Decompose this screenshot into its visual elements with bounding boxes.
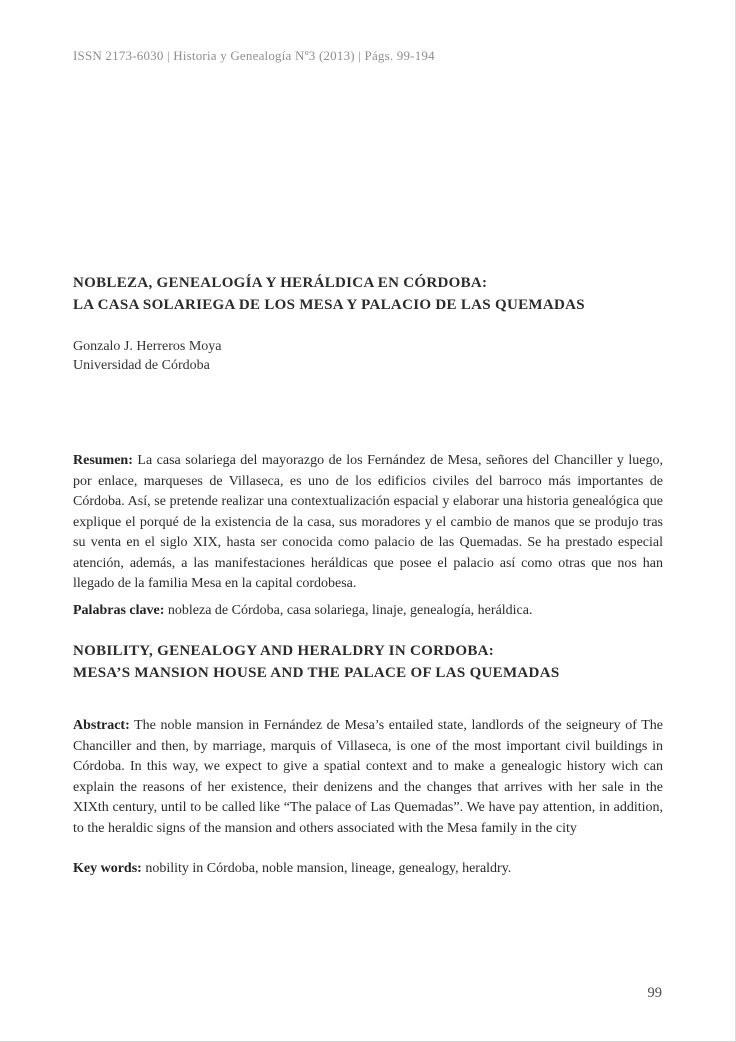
- article-title-en-line2: MESA’S MANSION HOUSE AND THE PALACE OF LAS QUEMADAS: [73, 665, 560, 681]
- article-title-en: [73, 640, 662, 684]
- author-name: Gonzalo J. Herreros Moya: [73, 339, 222, 354]
- abstract-text: The noble mansion in Fernández de Mesa’s entailed state, landlords of the seigneury of The Chanciller and then, by marriage, marquis of Villaseca, is one of the most important civil buildings in Córdoba. In this way, we expect to give a spatial context and to make a genealogic history wich can explain the reasons of her existence, their denizens and the changes that arrives with her sale in the XIXth century, until to be called like “The palace of Las Quemadas”. We have pay attention, in addition, to the heraldic signs of the mansion and others associated with the Mesa family in the city: [73, 718, 663, 836]
- abstract-label: Abstract:: [73, 718, 130, 733]
- article-title-es: [73, 272, 662, 316]
- page-number: 99: [647, 985, 662, 1001]
- article-title-en-line1: NOBILITY, GENEALOGY AND HERALDRY IN CORDOBA:: [73, 643, 495, 659]
- author-block: [73, 337, 662, 375]
- abstract-paragraph: [73, 716, 663, 839]
- resumen-label: Resumen:: [73, 453, 133, 468]
- resumen-paragraph: [73, 451, 663, 595]
- article-title-es-line1: NOBLEZA, GENEALOGÍA Y HERÁLDICA EN CÓRDOBA:: [73, 275, 488, 291]
- journal-issn-header: ISSN 2173-6030 | Historia y Genealogía Nº3 (2013) | Págs. 99-194: [73, 48, 435, 63]
- keywords-paragraph: [73, 859, 663, 880]
- keywords-label: Key words:: [73, 861, 142, 876]
- resumen-text: La casa solariega del mayorazgo de los Fernández de Mesa, señores del Chanciller y luego, por enlace, marqueses de Villaseca, es uno de los edificios civiles del barroco más importantes de Córdoba. Así, se pretende realizar una contextualización espacial y elaborar una historia genealógica que explique el porqué de la existencia de la casa, sus moradores y el cambio de manos que se produjo tras su venta en el siglo XIX, hasta ser conocida como palacio de las Quemadas. Se ha prestado especial atención, además, a las manifestaciones heráldicas que posee el palacio así como otras que nos han llegado de la familia Mesa en la capital cordobesa.: [73, 453, 663, 591]
- keywords-text: nobility in Córdoba, noble mansion, lineage, genealogy, heraldry.: [141, 861, 512, 876]
- palabras-clave-label: Palabras clave:: [73, 603, 165, 618]
- palabras-clave-text: nobleza de Córdoba, casa solariega, linaje, genealogía, heráldica.: [164, 603, 533, 618]
- author-affiliation: Universidad de Córdoba: [73, 358, 210, 373]
- article-title-es-line2: LA CASA SOLARIEGA DE LOS MESA Y PALACIO DE LAS QUEMADAS: [73, 297, 585, 313]
- palabras-clave-paragraph: [73, 601, 663, 622]
